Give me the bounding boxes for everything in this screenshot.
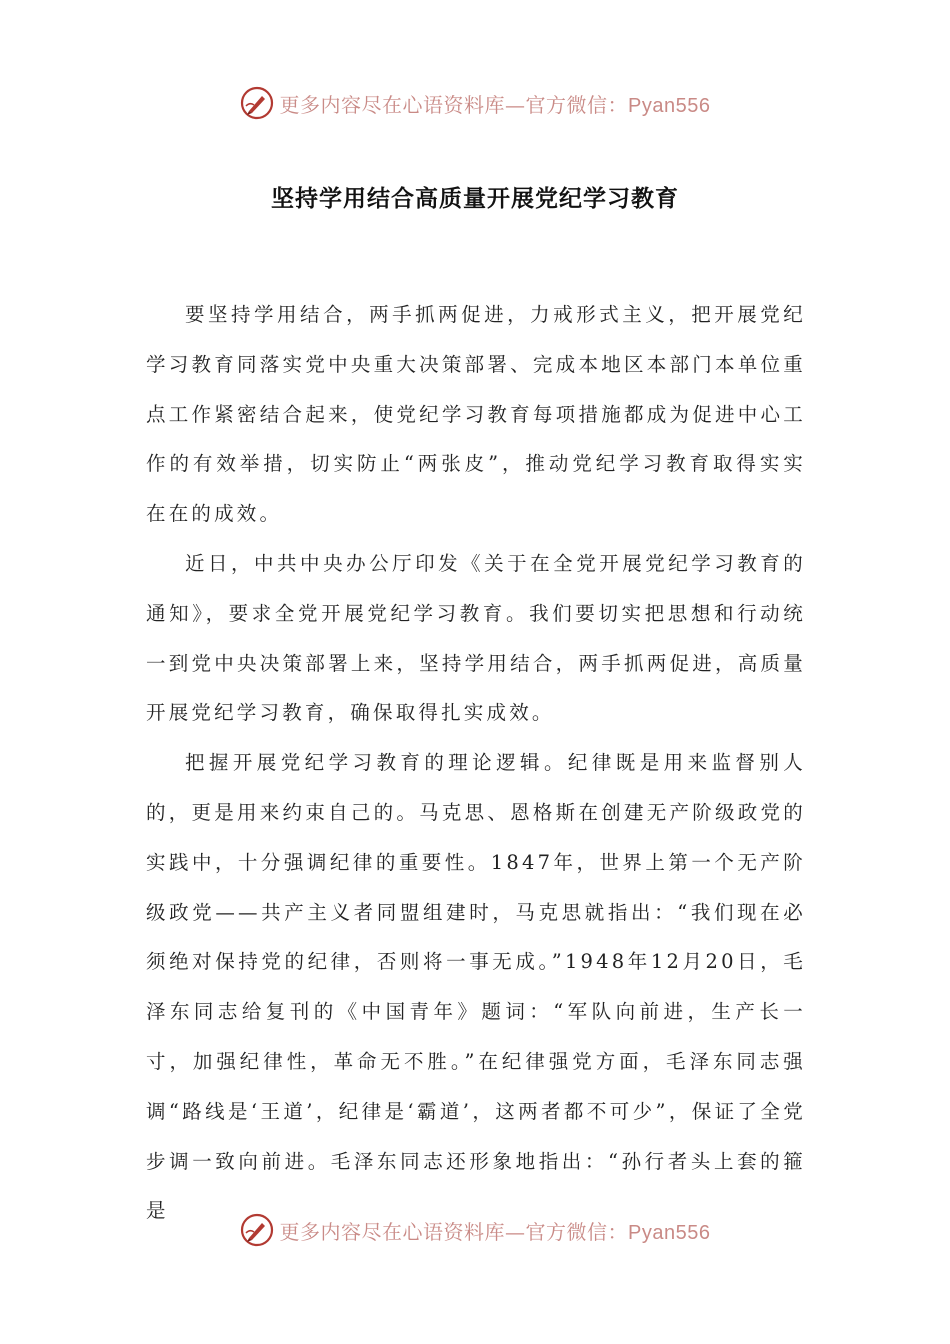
document-body bbox=[146, 290, 806, 1236]
watermark-text: 更多内容尽在心语资料库—官方微信：Pyan556 bbox=[279, 92, 711, 117]
pen-logo-icon bbox=[240, 86, 274, 120]
paragraph-1: 要坚持学用结合，两手抓两促进，力戒形式主义，把开展党纪学习教育同落实党中央重大决策部署、完成本地区本部门本单位重点工作紧密结合起来，使党纪学习教育每项措施都成为促进中心工作的有效举措，切实防止“两张皮”，推动党纪学习教育取得实实在在的成效。 bbox=[146, 303, 806, 526]
watermark-header bbox=[0, 83, 950, 123]
wechat-id: Pyan556 bbox=[628, 1221, 711, 1244]
paragraph-3: 把握开展党纪学习教育的理论逻辑。纪律既是用来监督别人的，更是用来约束自己的。马克思、恩格斯在创建无产阶级政党的实践中，十分强调纪律的重要性。1847年，世界上第一个无产阶级政党——共产主义者同盟组建时，马克思就指出：“我们现在必须绝对保持党的纪律，否则将一事无成。”1948年12月20日，毛泽东同志给复刊的《中国青年》题词：“军队向前进，生产长一寸，加强纪律性，革命无不胜。”在纪律强党方面，毛泽东同志强调“路线是‘王道’，纪律是‘霸道’，这两者都不可少”，保证了全党步调一致向前进。毛泽东同志还形象地指出：“孙行者头上套的箍是 bbox=[146, 751, 806, 1223]
watermark-footer bbox=[0, 1210, 950, 1250]
watermark-text: 更多内容尽在心语资料库—官方微信：Pyan556 bbox=[279, 1219, 711, 1244]
document-title: 坚持学用结合高质量开展党纪学习教育 bbox=[271, 186, 679, 212]
wechat-id: Pyan556 bbox=[628, 94, 711, 117]
pen-logo-icon bbox=[240, 1213, 274, 1247]
paragraph-2: 近日，中共中央办公厅印发《关于在全党开展党纪学习教育的通知》，要求全党开展党纪学习教育。我们要切实把思想和行动统一到党中央决策部署上来，坚持学用结合，两手抓两促进，高质量开展党纪学习教育，确保取得扎实成效。 bbox=[146, 551, 806, 725]
